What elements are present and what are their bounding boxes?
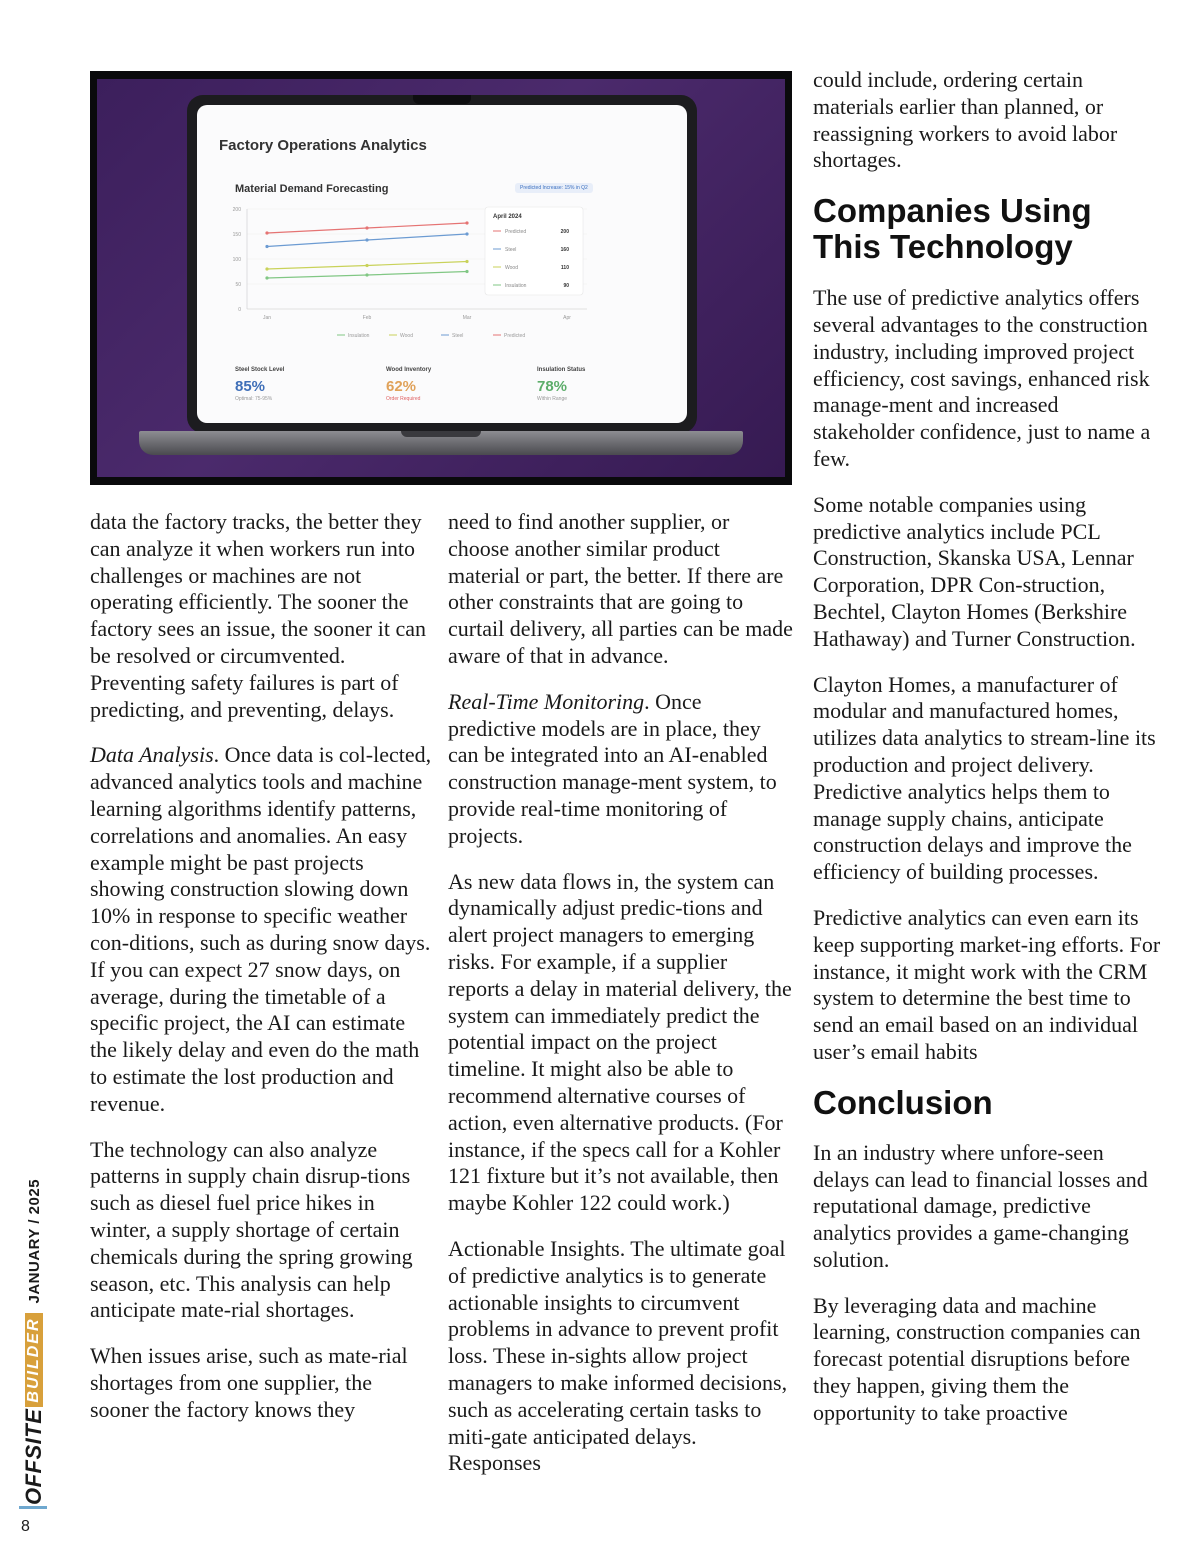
y-tick-label: 150: [232, 232, 241, 238]
tooltip-value: 110: [560, 265, 569, 271]
paragraph-text: Actionable Insights. The ultimate goal of predictive analytics is to generate actionable insights to circumvent problems in advance to prevent profit loss. These in-sights allow project managers to make informed decisions, such as accelerating certain tasks to miti-gate anticipated delays. Responses: [448, 1235, 788, 1476]
tooltip-value: 90: [563, 283, 569, 289]
laptop-notch: [413, 95, 471, 104]
legend-label: Steel: [452, 333, 464, 339]
running-footer: [19, 1165, 49, 1505]
body-paragraph: Clayton Homes, a manufacturer of modular and manufactured homes, utilizes data analytics to stream-line its production and project delivery. Predictive analytics helps them to manage supply chains, anticipate construction delays and improve the efficiency of building processes.: [813, 671, 1156, 885]
data-point: [465, 232, 468, 235]
laptop-base-notch: [401, 431, 481, 437]
body-paragraph: [448, 509, 793, 670]
body-paragraph: By leveraging data and machine learning, construction companies can forecast potential disruptions before they happen, giving them the opportunity to take proactive: [813, 1292, 1141, 1425]
paragraph-text: . Once predictive models are in place, they can be integrated into an AI-enabled construction manage-ment system, to provide real-time monitoring of projects.: [448, 688, 777, 848]
page-number: 8: [21, 1518, 30, 1535]
data-point: [265, 267, 268, 270]
article-figure: [90, 71, 792, 485]
laptop-illustration: [187, 95, 697, 433]
prediction-badge: Predicted Increase: 15% in Q2: [515, 183, 593, 193]
metric-insulation: [537, 367, 585, 402]
paragraph-text: data the factory tracks, the better they can analyze it when workers run into challenges or machines are not operating efficiently. The sooner the factory sees an issue, the sooner it can be resolved or circumvented. Preventing safety failures is part of predicting, and preventing, delays.: [90, 509, 426, 722]
data-point: [465, 221, 468, 224]
body-paragraph: [90, 742, 435, 1117]
body-paragraph: [90, 1137, 435, 1325]
page-margin: [14, 1140, 54, 1530]
metric-steel: [235, 367, 284, 402]
x-tick-label: Apr: [563, 315, 571, 321]
body-paragraph: In an industry where unfore-seen delays can lead to financial losses and reputational damage, predictive analytics provides a game-changing solution.: [813, 1139, 1148, 1272]
metric-wood: [386, 367, 431, 402]
publication-name-accent: BUILDER: [25, 1314, 43, 1407]
legend-label: Predicted: [504, 333, 526, 339]
paragraph-text: As new data flows in, the system can dynamically adjust predic-tions and alert project managers to emerging risks. For example, if a supplier reports a delay in material delivery, the system can immediately predict the potential impact on the project timeline. It might also be able to recommend alternative courses of action, even alternative products. (For instance, if the specs call for a Kohler 121 fixture but it’s not available, then maybe Kohler 122 could work.): [448, 868, 792, 1216]
legend-label: Wood: [400, 333, 413, 339]
dashboard-screen: [197, 105, 687, 423]
data-point: [365, 264, 368, 267]
data-point: [265, 245, 268, 248]
paragraph-text: When issues arise, such as mate-rial shortages from one supplier, the sooner the factory knows they: [90, 1343, 408, 1422]
data-point: [365, 238, 368, 241]
chart-title: Material Demand Forecasting: [235, 183, 389, 195]
x-tick-label: Jan: [262, 315, 272, 321]
body-paragraph: Predictive analytics can even earn its keep supporting market-ing efforts. For instance, it might work with the CRM system to determine the best time to send an email based on an individual user’s email habits: [813, 904, 1161, 1064]
figure-background: [97, 79, 785, 477]
data-point: [465, 270, 468, 273]
dashboard-title: Factory Operations Analytics: [219, 137, 427, 154]
paragraph-text: . Once data is col-lected, advanced analytics tools and machine learning algorithms identify patterns, correlations and anomalies. An easy example might be past projects showing construction slowing down 10% in response to specific weather con-ditions, such as during snow days. If you can expect 27 snow days, on average, during the timetable of a specific project, the AI can estimate the likely delay and even do the math to estimate the lost production and revenue.: [90, 742, 432, 1116]
tooltip-value: 160: [560, 247, 569, 253]
tooltip-label: Insulation: [505, 283, 527, 289]
legend-label: Insulation: [348, 333, 370, 339]
laptop-base: [139, 431, 743, 455]
y-tick-label: 50: [235, 282, 241, 288]
publication-name: OFFSITE: [21, 1408, 46, 1505]
data-point: [465, 260, 468, 263]
metric-value: 78%: [537, 378, 568, 395]
section-heading-conclusion: Conclusion: [813, 1083, 993, 1121]
paragraph-text: need to find another supplier, or choose another similar product material or part, the better. If there are other constraints that are going to curtail delivery, all parties can be made aware of that in advance.: [448, 509, 793, 668]
body-paragraph: [448, 869, 793, 1217]
y-tick-label: 200: [232, 207, 241, 213]
metric-label: Steel Stock Level: [235, 367, 285, 373]
tooltip-label: Steel: [505, 247, 517, 253]
run-in-lead: Real-Time Monitoring: [448, 688, 645, 714]
run-in-lead: Data Analysis: [90, 742, 214, 768]
body-paragraph: [448, 689, 793, 850]
y-tick-label: 100: [232, 257, 241, 263]
body-paragraph: Some notable companies using predictive analytics include PCL Construction, Skanska USA, Lennar Corporation, DPR Con-struction, Bechtel, Clayton Homes (Berkshire Hathaway) and Turner Construction.: [813, 491, 1136, 651]
column-2: [448, 509, 793, 1496]
metric-note: Within Range: [537, 396, 568, 402]
metric-note: Optimal: 75-95%: [235, 396, 273, 402]
column-1: [90, 509, 435, 1443]
tooltip-title: April 2024: [493, 214, 522, 220]
body-paragraph: could include, ordering certain materials earlier than planned, or reassigning workers to avoid labor shortages.: [813, 67, 1118, 173]
issue-date: JANUARY / 2025: [25, 1178, 43, 1304]
demand-line-chart: [217, 205, 677, 355]
y-tick-label: 0: [238, 307, 241, 313]
column-3: [813, 67, 1163, 1446]
body-paragraph: [90, 509, 435, 723]
body-paragraph: [448, 1236, 793, 1477]
tooltip-label: Predicted: [505, 229, 527, 235]
accent-rule: [19, 1506, 47, 1509]
data-point: [365, 273, 368, 276]
metric-value: 62%: [386, 378, 417, 395]
section-heading-companies: Companies Using This Technology: [813, 192, 1092, 266]
data-point: [365, 226, 368, 229]
tooltip-value: 200: [560, 229, 569, 235]
data-point: [265, 231, 268, 234]
data-point: [265, 276, 268, 279]
x-tick-label: Feb: [362, 315, 372, 321]
metric-label: Wood Inventory: [386, 367, 432, 373]
tooltip-label: Wood: [505, 265, 518, 271]
paragraph-text: The technology can also analyze patterns in supply chain disrup-tions such as diesel fuel price hikes in winter, a supply shortage of certain chemicals during the spring growing season, etc. This analysis can help anticipate mate-rial shortages.: [90, 1136, 413, 1323]
metric-note: Order Required: [386, 396, 421, 402]
body-paragraph: The use of predictive analytics offers several advantages to the construction industry, including improved project efficiency, cost savings, enhanced risk manage-ment and increased stakeholder confidence, just to name a few.: [813, 285, 1151, 471]
x-tick-label: Mar: [462, 315, 472, 321]
body-paragraph: [90, 1343, 435, 1423]
metric-label: Insulation Status: [537, 367, 586, 373]
metric-value: 85%: [235, 378, 266, 395]
